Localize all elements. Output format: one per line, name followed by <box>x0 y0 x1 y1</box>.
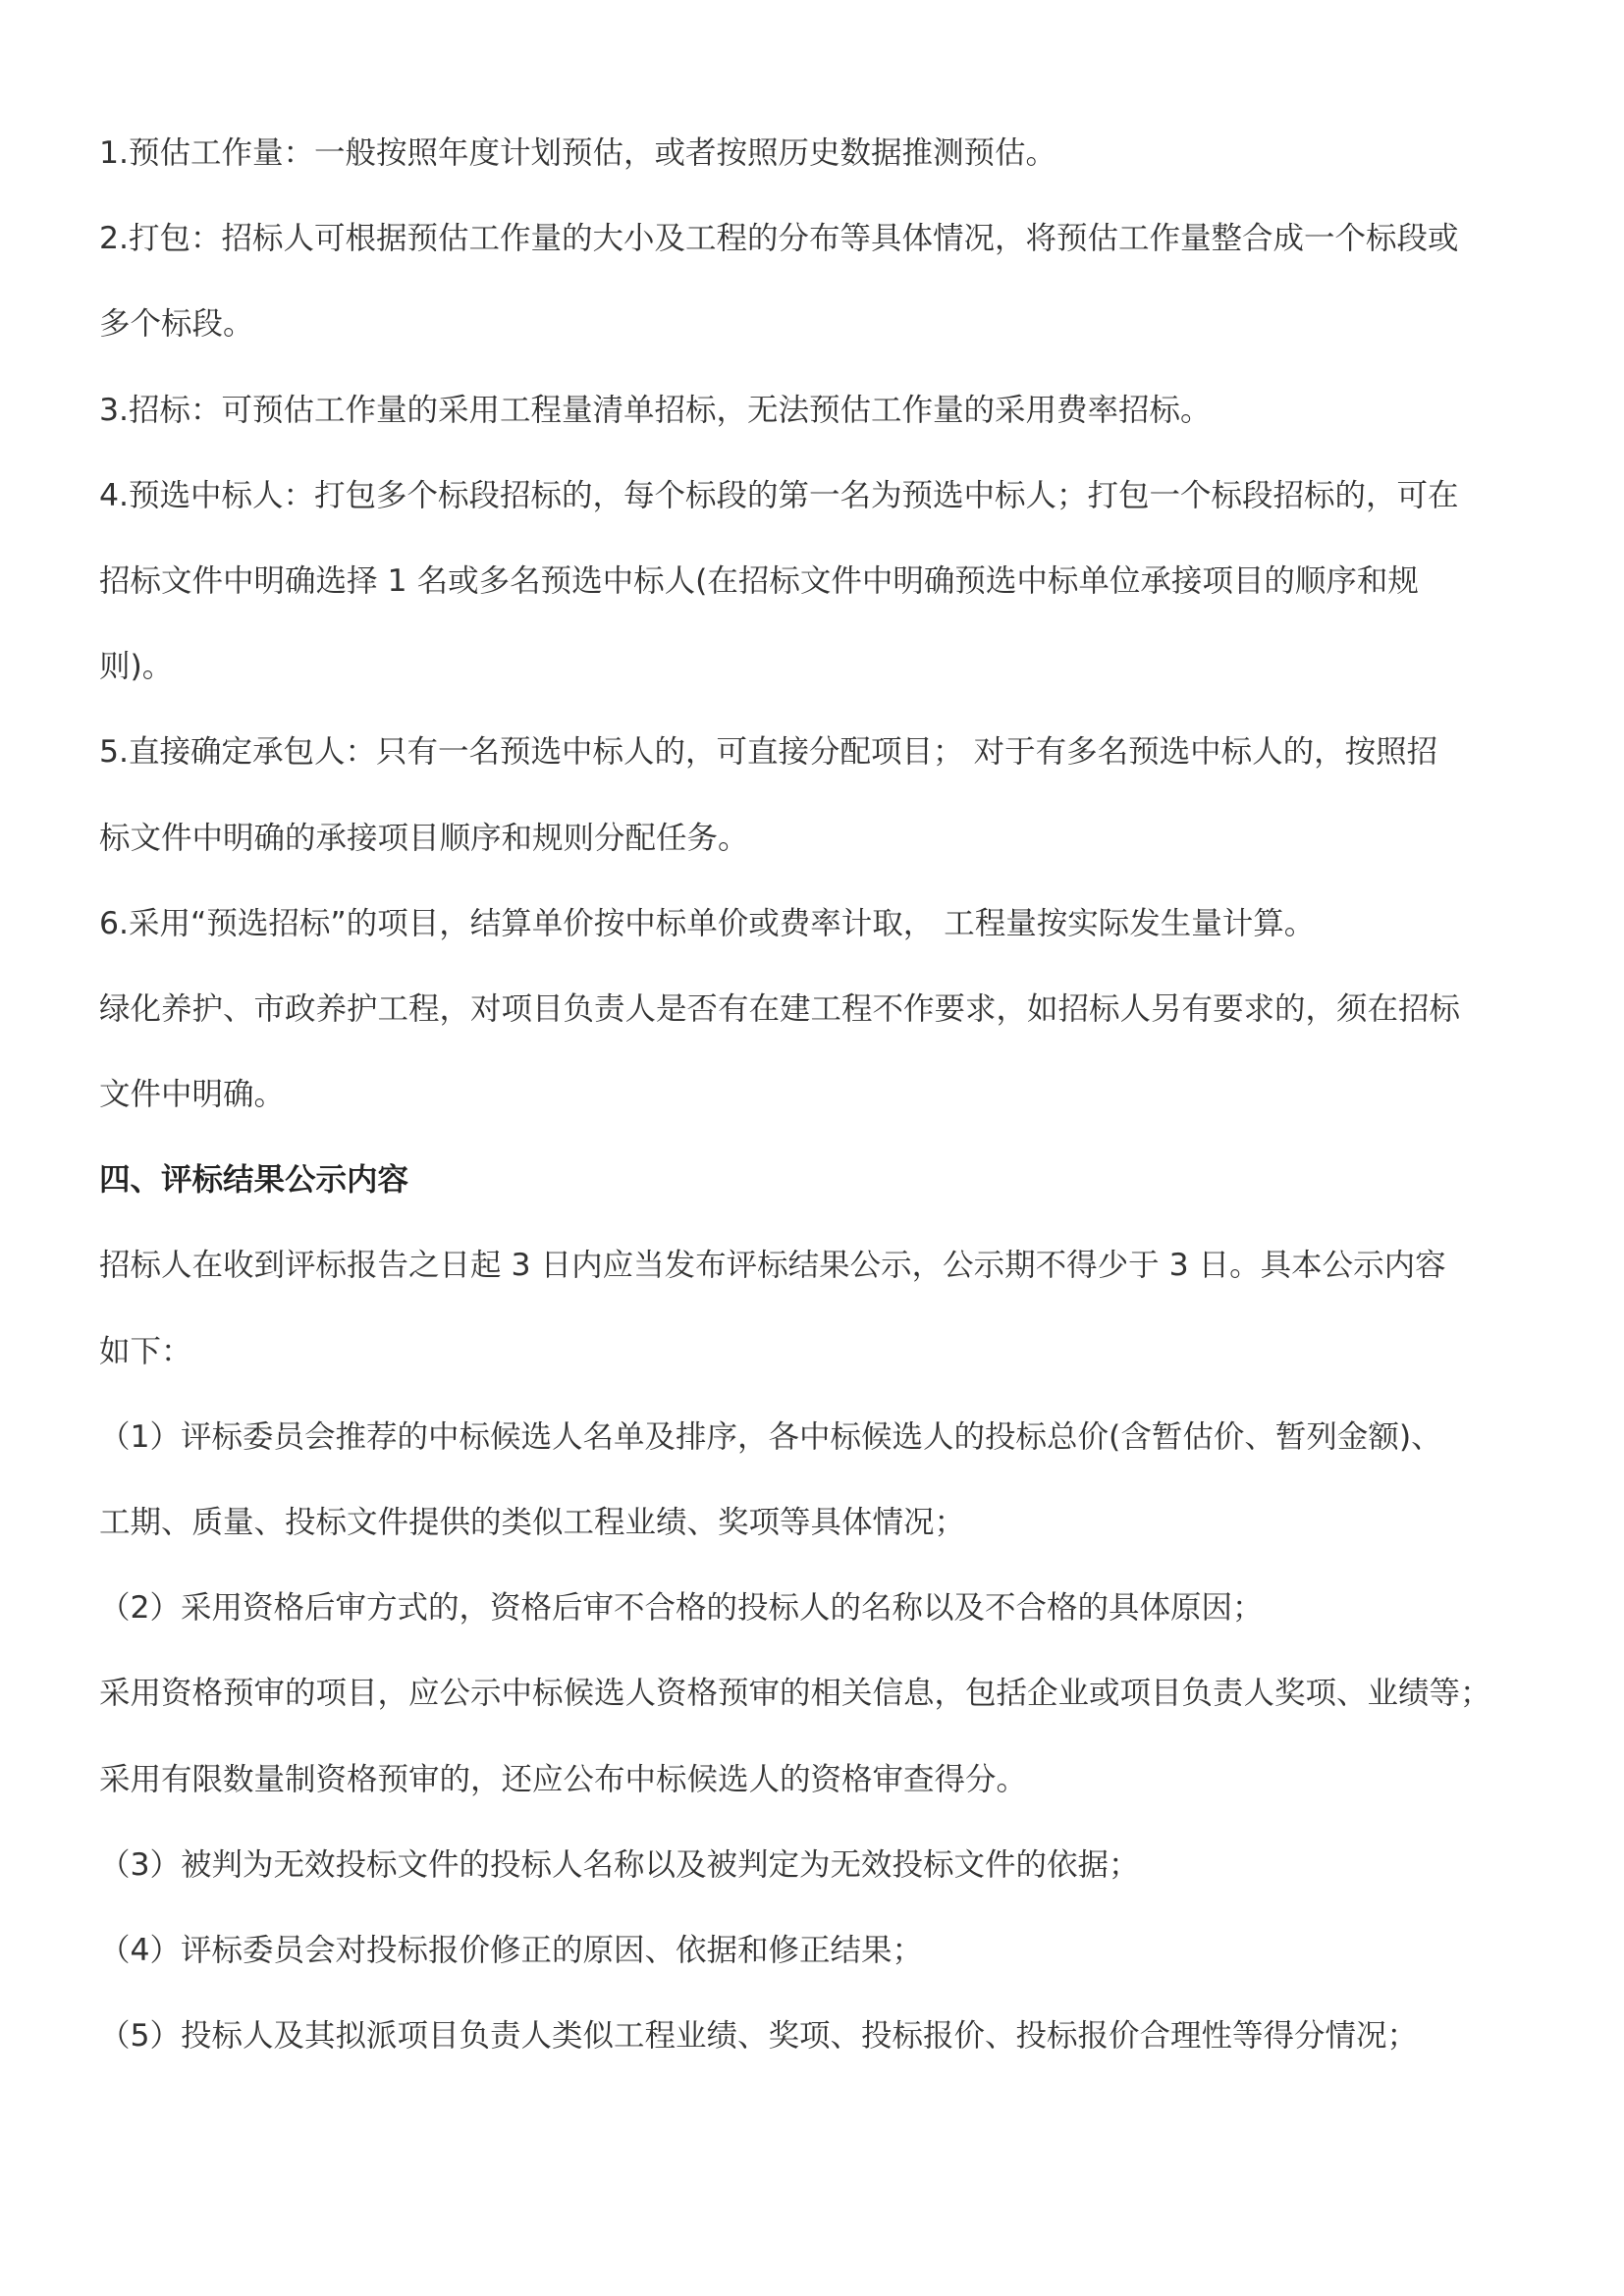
paragraph-line: 3.招标：可预估工作量的采用工程量清单招标，无法预估工作量的采用费率招标。 <box>99 392 1212 428</box>
paragraph-line: 采用资格预审的项目，应公示中标候选人资格预审的相关信息，包括企业或项目负责人奖项、业绩等； <box>99 1676 1491 1712</box>
paragraph-line: 多个标段。 <box>99 306 254 343</box>
paragraph-line: 4.预选中标人：打包多个标段招标的，每个标段的第一名为预选中标人；打包一个标段招标的，可在 <box>99 477 1459 513</box>
document-body <box>99 132 1543 2100</box>
paragraph-line: 文件中明确。 <box>99 1077 286 1113</box>
list-item-line: （5）投标人及其拟派项目负责人类似工程业绩、奖项、投标报价、投标报价合理性等得分情况； <box>99 2018 1419 2055</box>
paragraph-line: 招标文件中明确选择 1 名或多名预选中标人(在招标文件中明确预选中标单位承接项目的顺序和规 <box>99 562 1419 599</box>
list-item-line: （1）评标委员会推荐的中标候选人名单及排序，各中标候选人的投标总价(含暂估价、暂列金额)、 <box>99 1418 1442 1455</box>
paragraph-line: 6.采用“预选招标”的项目，结算单价按中标单价或费率计取， 工程量按实际发生量计算。 <box>99 905 1316 941</box>
paragraph-line: 绿化养护、市政养护工程，对项目负责人是否有在建工程不作要求，如招标人另有要求的，须在招标 <box>99 990 1461 1027</box>
paragraph-line: 则)。 <box>99 649 174 685</box>
section-heading: 四、评标结果公示内容 <box>99 1162 409 1199</box>
list-item-line: （4）评标委员会对投标报价修正的原因、依据和修正结果； <box>99 1932 924 1968</box>
paragraph-line: 如下： <box>99 1333 192 1369</box>
list-item-line: （2）采用资格后审方式的，资格后审不合格的投标人的名称以及不合格的具体原因； <box>99 1590 1264 1627</box>
list-item-line: （3）被判为无效投标文件的投标人名称以及被判定为无效投标文件的依据； <box>99 1846 1140 1883</box>
paragraph-line: 1.预估工作量：一般按照年度计划预估，或者按照历史数据推测预估。 <box>99 135 1057 171</box>
paragraph-line: 2.打包：招标人可根据预估工作量的大小及工程的分布等具体情况，将预估工作量整合成一个标段或 <box>99 221 1459 257</box>
paragraph-line: 标文件中明确的承接项目顺序和规则分配任务。 <box>99 820 749 856</box>
paragraph-line: 5.直接确定承包人：只有一名预选中标人的，可直接分配项目； 对于有多名预选中标人的，按照招 <box>99 734 1438 771</box>
paragraph-line: 招标人在收到评标报告之日起 3 日内应当发布评标结果公示，公示期不得少于 3 日。具本公示内容 <box>99 1248 1446 1284</box>
paragraph-line: 工期、质量、投标文件提供的类似工程业绩、奖项等具体情况； <box>99 1505 966 1540</box>
paragraph-line: 采用有限数量制资格预审的，还应公布中标候选人的资格审查得分。 <box>99 1761 1028 1797</box>
